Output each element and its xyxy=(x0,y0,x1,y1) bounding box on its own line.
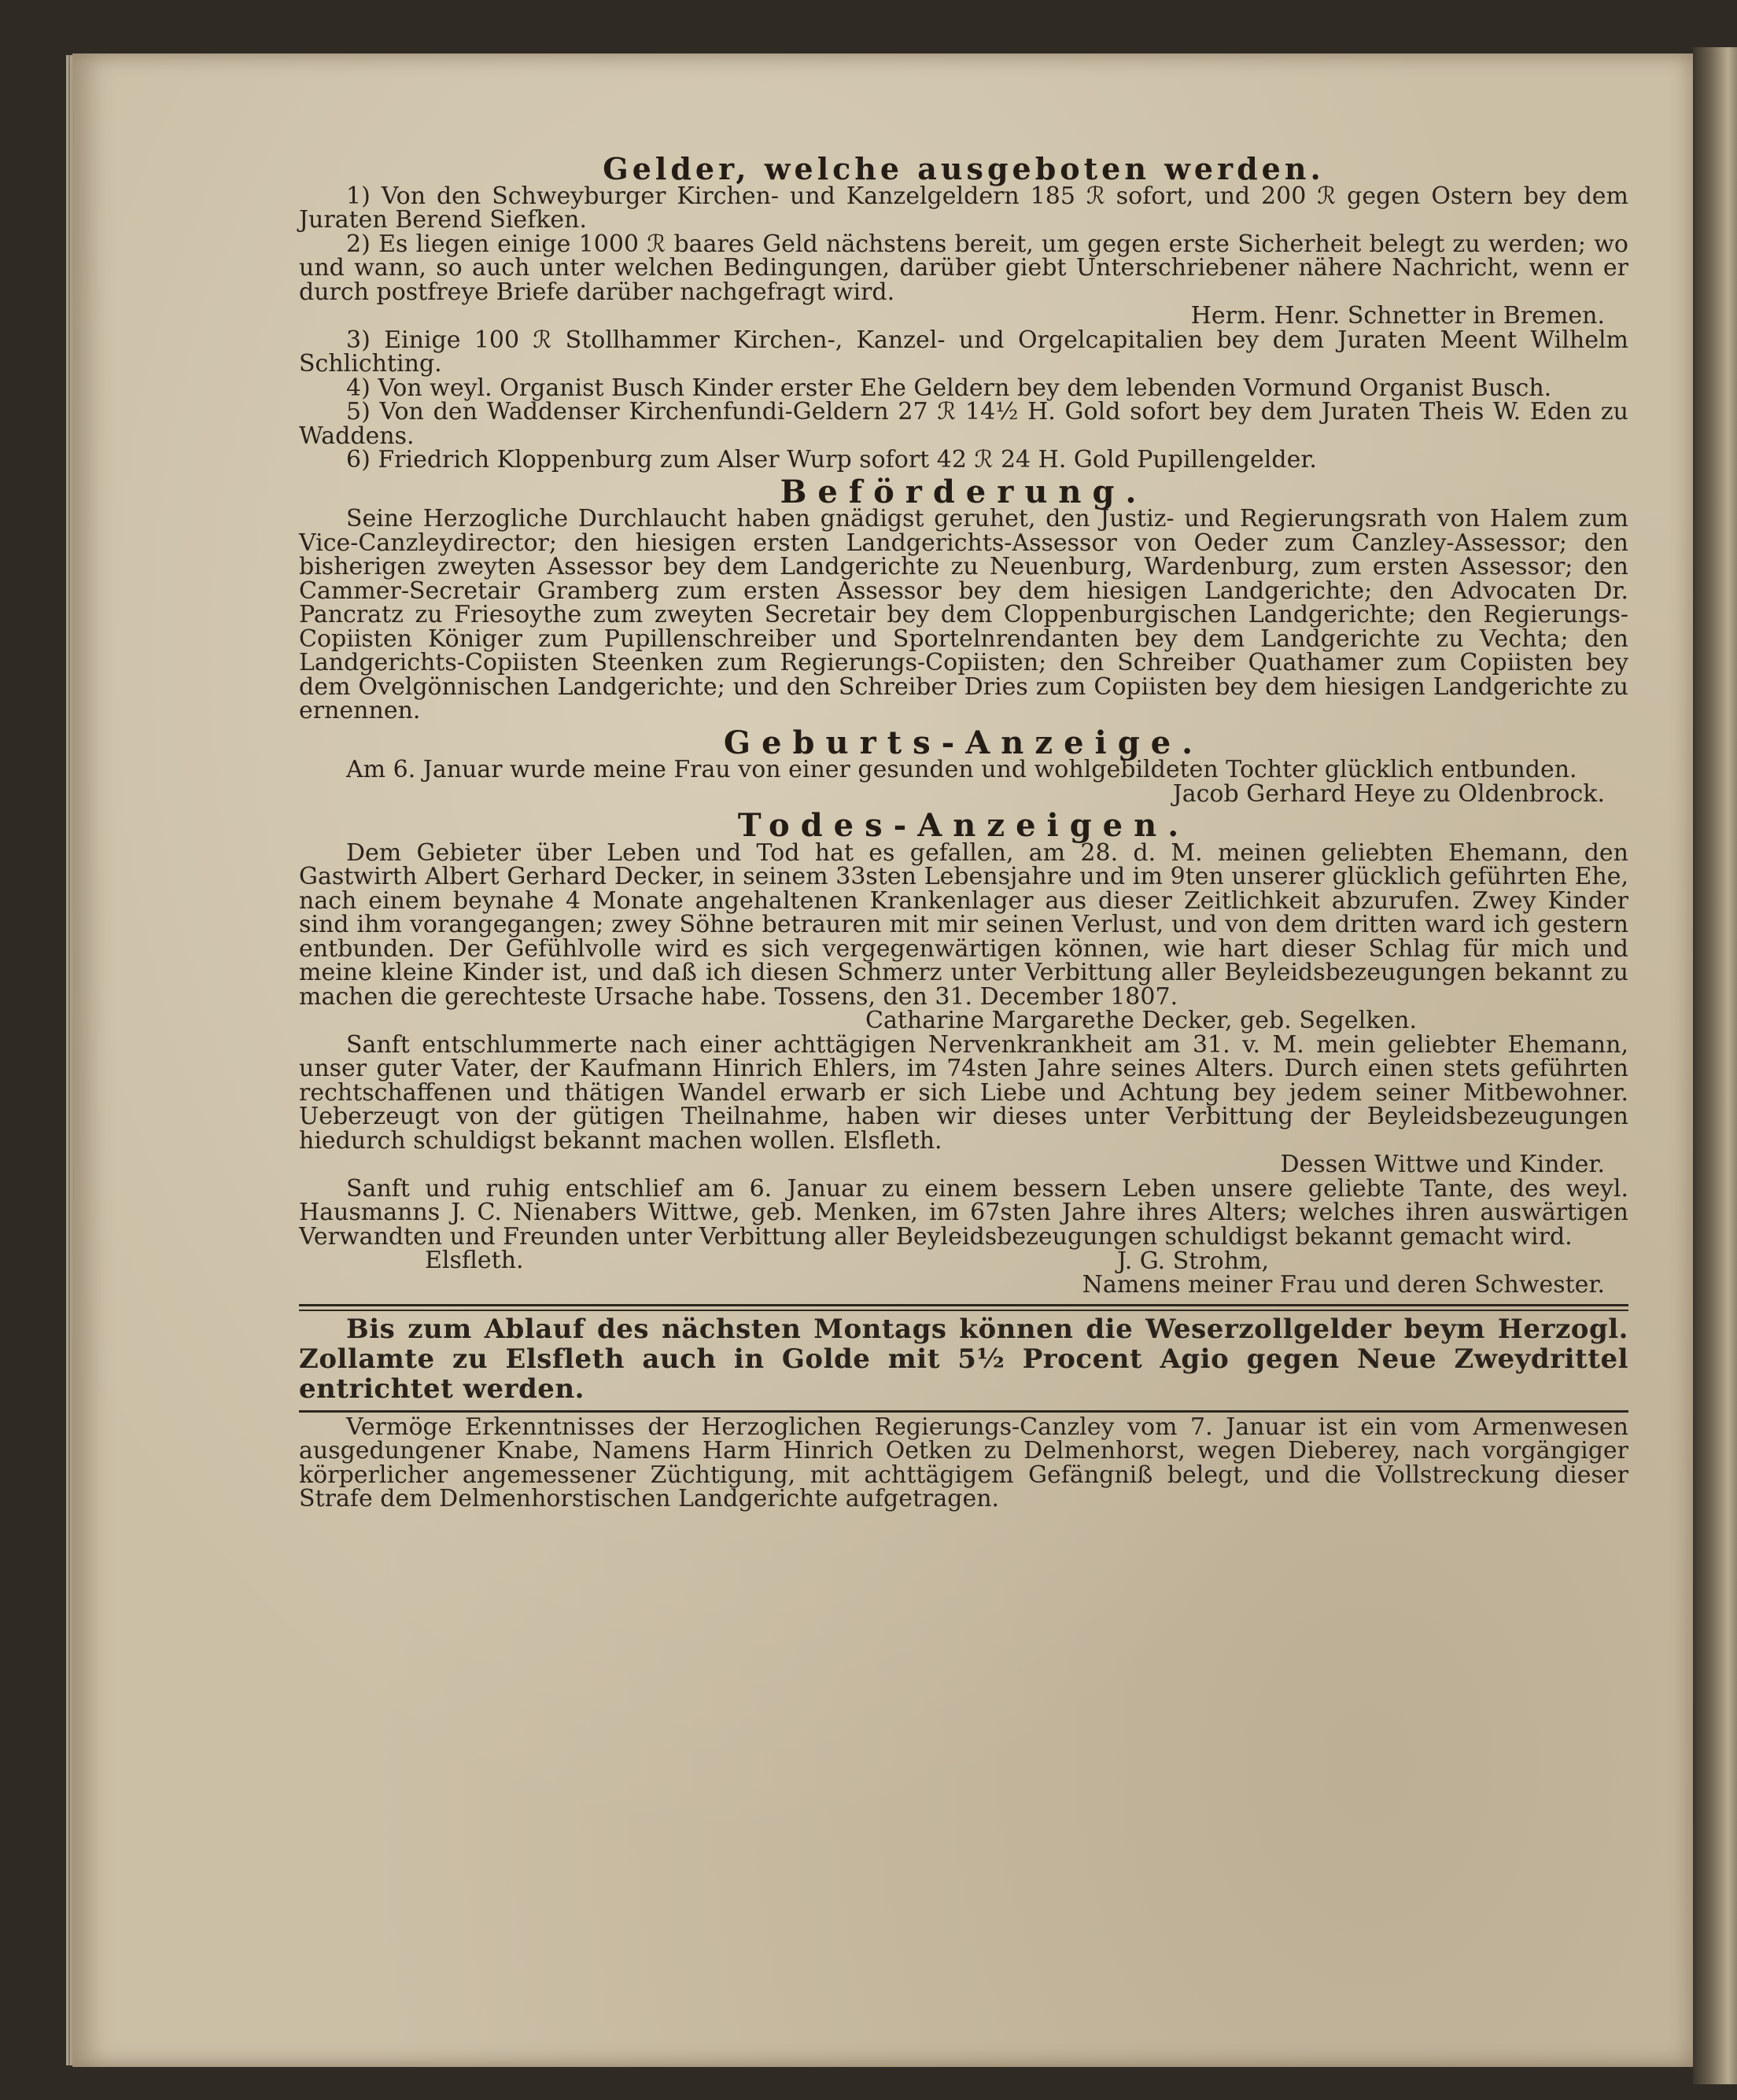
tod-signature-3b: Namens meiner Frau und deren Schwester. xyxy=(1082,1271,1605,1299)
heading-tod: Todes-Anzeigen. xyxy=(737,807,1190,844)
tod-signature-1: Catharine Margarethe Decker, geb. Segelken. xyxy=(865,1007,1417,1034)
next-page-edge xyxy=(1693,47,1737,2084)
gelder-item-6: 6) Friedrich Kloppenburg zum Alser Wurp sofort 42 ℛ 24 H. Gold Pupillengelder. xyxy=(346,446,1317,473)
divider-rule xyxy=(299,1304,1628,1311)
gelder-item-1: 1) Von den Schweyburger Kirchen- und Kanzelgeldern 185 ℛ sofort, und 200 ℛ gegen Ostern bey dem Juraten Berend Siefken. xyxy=(299,182,1628,234)
gelder-signature: Herm. Henr. Schnetter in Bremen. xyxy=(1190,302,1605,330)
divider-rule xyxy=(299,1410,1628,1413)
tod-signature-3a: J. G. Strohm, xyxy=(1117,1247,1270,1275)
gelder-item-2: 2) Es liegen einige 1000 ℛ baares Geld nächstens bereit, um gegen erste Sicherheit belegt zu werden; wo und wann, so auch unter welchen Bedingungen, darüber giebt Unterschriebener nähere Nachricht, wenn er durch postfreye Briefe darüber nachgefragt wird. xyxy=(299,230,1628,306)
gelder-item-5: 5) Von den Waddenser Kirchenfundi-Geldern 27 ℛ 14½ H. Gold sofort bey dem Juraten Theis W. Eden zu Waddens. xyxy=(299,398,1628,450)
heading-befoerderung: Beförderung. xyxy=(780,473,1148,510)
tod-notice-1: Dem Gebieter über Leben und Tod hat es gefallen, am 28. d. M. meinen geliebten Ehemann, den Gastwirth Albert Gerhard Decker, in seinem 33sten Lebensjahre und im 9ten unserer glücklich geführten Ehe, nach einem beynahe 4 Monate angehaltenen Krankenlager aus dieser Zeitlichkeit abzurufen. Zwey Kinder sind ihm vorangegangen; zwey Söhne betrauren mit mir seinen Verlust, und von dem dritten ward ich gestern entbunden. Der Gefühlvolle wird es sich vergegenwärtigen können, wie hart dieser Schlag für mich und meine kleine Kinder ist, und daß ich diesen Schmerz unter Verbittung aller Beyleidsbezeugungen bekannt zu machen die gerechteste Ursache habe. Tossens, den 31. December 1807. xyxy=(299,838,1628,1011)
gelder-item-4: 4) Von weyl. Organist Busch Kinder erster Ehe Geldern bey dem lebenden Vormund Organist Busch. xyxy=(346,374,1552,402)
tod-signature-2: Dessen Wittwe und Kinder. xyxy=(1280,1151,1605,1178)
befoerderung-text: Seine Herzogliche Durchlaucht haben gnädigst geruhet, den Justiz- und Regierungsrath von Halem zum Vice-Canzleydirector; den hiesigen ersten Landgerichts-Assessor von Oeder zum Canzley-Assessor; den bisherigen zweyten Assessor bey dem Landgerichte zu Neuenburg, Wardenburg, zum ersten Assessor; den Cammer-Secretair Gramberg zum ersten Assessor bey dem hiesigen Landgerichte; den Advocaten Dr. Pancratz zu Friesoythe zum zweyten Secretair bey dem Cloppenburgischen Landgerichte; den Regierungs-Copiisten Königer zum Pupillenschreiber und Sportelnrendanten bey dem Landgerichte zu Vechta; den Landgerichts-Copiisten Steenken zum Regierungs-Copiisten; den Schreiber Quathamer zum Copiisten bey dem Ovelgönnischen Landgerichte; und den Schreiber Dries zum Copiisten bey dem hiesigen Landgerichte zu ernennen. xyxy=(299,505,1628,724)
heading-geburt: Geburts-Anzeige. xyxy=(723,724,1204,761)
heading-gelder: Gelder, welche ausgeboten werden. xyxy=(603,151,1325,186)
page-content xyxy=(299,149,1628,1512)
tod-notice-3: Sanft und ruhig entschlief am 6. Januar zu einem bessern Leben unsere geliebte Tante, des weyl. Hausmanns J. C. Nienabers Wittwe, geb. Menken, im 67sten Jahre ihres Alters; welches ihren auswärtigen Verwandten und Freunden unter Verbittung aller Beyleidsbezeugungen schuldigst bekannt gemacht wird. xyxy=(299,1174,1628,1251)
weserzoll-notice: Bis zum Ablauf des nächsten Montags können die Weserzollgelder beym Herzogl. Zollamte zu Elsfleth auch in Golde mit 5½ Procent Agio gegen Neue Zweydrittel entrichtet werden. xyxy=(299,1313,1628,1405)
gelder-item-3: 3) Einige 100 ℛ Stollhammer Kirchen-, Kanzel- und Orgelcapitalien bey dem Juraten Meent Wilhelm Schlichting. xyxy=(299,326,1628,378)
tod-notice-2: Sanft entschlummerte nach einer achttägigen Nervenkrankheit am 31. v. M. mein geliebter Ehemann, unser guter Vater, der Kaufmann Hinrich Ehlers, im 74sten Jahre seines Alters. Durch einen stets geführten rechtschaffenen und thätigen Wandel erwarb er sich Liebe und Achtung bey jedem seiner Mitbewohner. Ueberzeugt von der gütigen Theilnahme, haben wir dieses unter Verbittung der Beyleidsbezeugungen hiedurch schuldigst bekannt machen wollen. Elsfleth. xyxy=(299,1030,1628,1155)
geburt-text: Am 6. Januar wurde meine Frau von einer gesunden und wohlgebildeten Tochter glücklich entbunden. xyxy=(346,756,1577,783)
geburt-signature: Jacob Gerhard Heye zu Oldenbrock. xyxy=(1172,779,1605,808)
erkenntnis-notice: Vermöge Erkenntnisses der Herzoglichen Regierungs-Canzley vom 7. Januar ist ein vom Armenwesen ausgedungener Knabe, Namens Harm Hinrich Oetken zu Delmenhorst, wegen Dieberey, nach vorgängiger körperlicher angemessener Züchtigung, mit achttägigem Gefängniß belegt, und die Vollstreckung dieser Strafe dem Delmenhorstischen Landgerichte aufgetragen. xyxy=(299,1413,1628,1512)
tod-place-3: Elsfleth. xyxy=(425,1247,524,1274)
